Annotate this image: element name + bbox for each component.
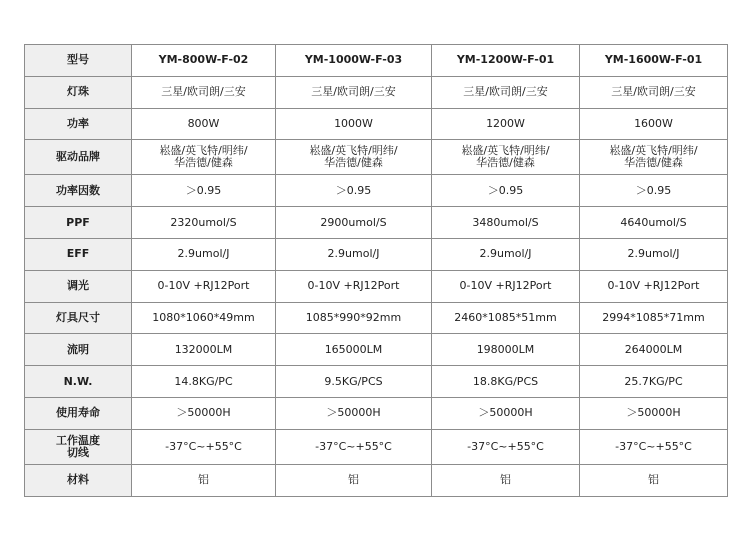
value-cell: 三星/欧司朗/三安 — [132, 76, 276, 108]
value-cell: 14.8KG/PC — [132, 366, 276, 398]
value-cell: 铝 — [580, 464, 728, 496]
value-cell: 三星/欧司朗/三安 — [276, 76, 432, 108]
value-cell: 165000LM — [276, 334, 432, 366]
value-cell: ＞50000H — [132, 397, 276, 429]
value-cell: 铝 — [276, 464, 432, 496]
row-label-cell: 工作温度 切线 — [25, 429, 132, 464]
value-cell: 0-10V +RJ12Port — [276, 270, 432, 302]
header-cell-model: YM-1600W-F-01 — [580, 45, 728, 77]
value-cell: 25.7KG/PC — [580, 366, 728, 398]
table-row — [25, 270, 728, 302]
table-row — [25, 108, 728, 140]
value-cell: 198000LM — [432, 334, 580, 366]
value-cell: 1600W — [580, 108, 728, 140]
table-row — [25, 238, 728, 270]
value-cell: ＞50000H — [580, 397, 728, 429]
table-row — [25, 76, 728, 108]
value-cell: ＞0.95 — [432, 175, 580, 207]
value-cell: 崧盛/英飞特/明纬/ 华浩德/健森 — [580, 140, 728, 175]
value-cell: ＞50000H — [432, 397, 580, 429]
row-label-cell: 灯具尺寸 — [25, 302, 132, 334]
value-cell: 2460*1085*51mm — [432, 302, 580, 334]
value-cell: 4640umol/S — [580, 207, 728, 239]
row-label-cell: N.W. — [25, 366, 132, 398]
value-cell: ＞0.95 — [132, 175, 276, 207]
row-label-cell: 功率 — [25, 108, 132, 140]
value-cell: 3480umol/S — [432, 207, 580, 239]
value-cell: 800W — [132, 108, 276, 140]
value-cell: 1080*1060*49mm — [132, 302, 276, 334]
table-row — [25, 366, 728, 398]
value-cell: 264000LM — [580, 334, 728, 366]
spec-table — [24, 44, 728, 497]
value-cell: 2.9umol/J — [580, 238, 728, 270]
table-row — [25, 140, 728, 175]
value-cell: 0-10V +RJ12Port — [580, 270, 728, 302]
header-cell-model: YM-1000W-F-03 — [276, 45, 432, 77]
row-label-cell: 驱动品牌 — [25, 140, 132, 175]
value-cell: 三星/欧司朗/三安 — [432, 76, 580, 108]
value-cell: -37°C~+55°C — [580, 429, 728, 464]
value-cell: 0-10V +RJ12Port — [132, 270, 276, 302]
value-cell: -37°C~+55°C — [276, 429, 432, 464]
value-cell: 2.9umol/J — [276, 238, 432, 270]
table-row — [25, 429, 728, 464]
table-row — [25, 302, 728, 334]
row-label-cell: EFF — [25, 238, 132, 270]
value-cell: 铝 — [132, 464, 276, 496]
table-row — [25, 464, 728, 496]
value-cell: 1000W — [276, 108, 432, 140]
row-label-cell: 流明 — [25, 334, 132, 366]
value-cell: ＞0.95 — [276, 175, 432, 207]
header-cell-label: 型号 — [25, 45, 132, 77]
table-row — [25, 334, 728, 366]
row-label-cell: 使用寿命 — [25, 397, 132, 429]
value-cell: 0-10V +RJ12Port — [432, 270, 580, 302]
value-cell: -37°C~+55°C — [132, 429, 276, 464]
row-label-cell: 调光 — [25, 270, 132, 302]
spec-table-body — [25, 45, 728, 497]
value-cell: ＞0.95 — [580, 175, 728, 207]
value-cell: 三星/欧司朗/三安 — [580, 76, 728, 108]
value-cell: ＞50000H — [276, 397, 432, 429]
table-row — [25, 175, 728, 207]
value-cell: 18.8KG/PCS — [432, 366, 580, 398]
row-label-cell: 灯珠 — [25, 76, 132, 108]
value-cell: 2320umol/S — [132, 207, 276, 239]
value-cell: 1200W — [432, 108, 580, 140]
row-label-cell: PPF — [25, 207, 132, 239]
value-cell: 崧盛/英飞特/明纬/ 华浩德/健森 — [276, 140, 432, 175]
header-cell-model: YM-800W-F-02 — [132, 45, 276, 77]
value-cell: 9.5KG/PCS — [276, 366, 432, 398]
value-cell: 1085*990*92mm — [276, 302, 432, 334]
header-cell-model: YM-1200W-F-01 — [432, 45, 580, 77]
value-cell: -37°C~+55°C — [432, 429, 580, 464]
row-label-cell: 材料 — [25, 464, 132, 496]
table-row — [25, 207, 728, 239]
table-row — [25, 397, 728, 429]
value-cell: 2.9umol/J — [132, 238, 276, 270]
header-row — [25, 45, 728, 77]
value-cell: 2900umol/S — [276, 207, 432, 239]
value-cell: 2994*1085*71mm — [580, 302, 728, 334]
value-cell: 崧盛/英飞特/明纬/ 华浩德/健森 — [132, 140, 276, 175]
row-label-cell: 功率因数 — [25, 175, 132, 207]
value-cell: 2.9umol/J — [432, 238, 580, 270]
value-cell: 崧盛/英飞特/明纬/ 华浩德/健森 — [432, 140, 580, 175]
value-cell: 铝 — [432, 464, 580, 496]
value-cell: 132000LM — [132, 334, 276, 366]
